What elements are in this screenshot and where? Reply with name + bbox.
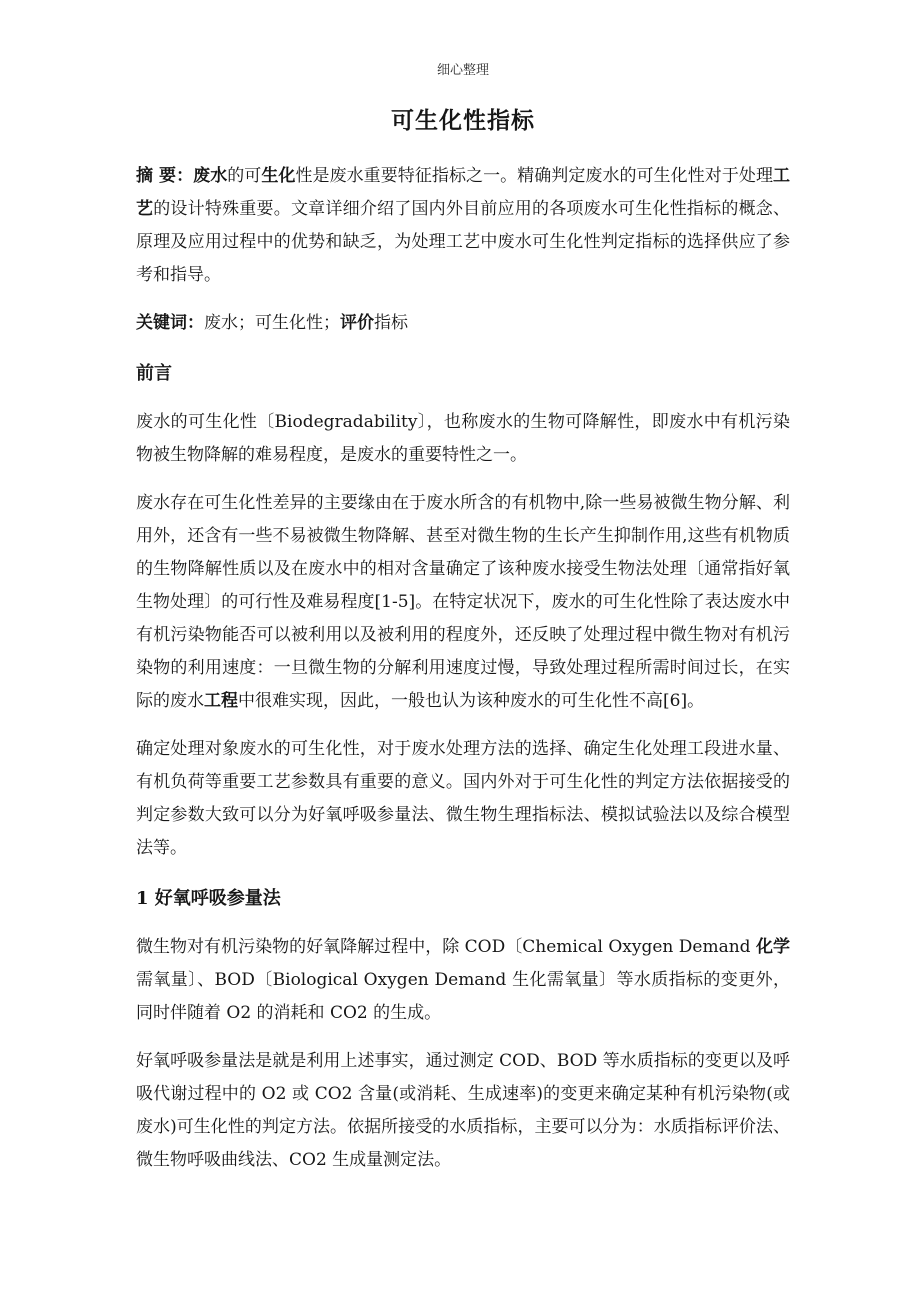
text-run: 微生物对有机污染物的好氧降解过程中，除 COD〔Chemical Oxygen Demand	[136, 937, 756, 957]
foreword-paragraph-2	[136, 487, 790, 718]
keywords-paragraph	[136, 307, 790, 340]
abstract-label: 摘 要：	[136, 166, 194, 186]
abstract-paragraph	[136, 160, 790, 292]
text-run: 性是废水重要特征指标之一。精确判定废水的可生化性对于处理	[295, 166, 773, 186]
text-run: 中很难实现，因此，一般也认为该种废水的可生化性不高[6]。	[238, 691, 705, 711]
section1-heading: 1 好氧呼吸参量法	[136, 888, 281, 909]
foreword-heading: 前言	[136, 363, 172, 384]
text-run: 需氧量〕、BOD〔Biological Oxygen Demand 生化需氧量〕等水质指标的变更外，同时伴随着 O2 的消耗和 CO2 的生成。	[136, 970, 790, 1023]
text-run: 化学	[755, 937, 790, 957]
text-run: 工艺	[136, 166, 790, 219]
text-run: 生化	[261, 166, 296, 186]
keywords-label: 关键词：	[136, 313, 204, 333]
text-run: 的可	[227, 166, 262, 186]
foreword-paragraph-1: 废水的可生化性〔Biodegradability〕，也称废水的生物可降解性，即废水中有机污染物被生物降解的难易程度，是废水的重要特性之一。	[136, 412, 790, 465]
foreword-paragraph-3: 确定处理对象废水的可生化性，对于废水处理方法的选择、确定生化处理工段进水量、有机负荷等重要工艺参数具有重要的意义。国内外对于可生化性的判定方法依据接受的判定参数大致可以分为好氧呼吸参量法、微生物生理指标法、模拟试验法以及综合模型法等。	[136, 739, 790, 858]
section1-paragraph-1	[136, 931, 790, 1030]
text-run: 废水	[193, 166, 228, 186]
text-run: 工程	[204, 691, 238, 711]
header-note: 细心整理	[436, 63, 489, 78]
document-title: 可生化性指标	[391, 107, 535, 134]
text-run: 指标	[374, 313, 408, 333]
text-run: 废水存在可生化性差异的主要缘由在于废水所含的有机物中,除一些易被微生物分解、利用外，还含有一些不易被微生物降解、甚至对微生物的生长产生抑制作用,这些有机物质的生物降解性质以及在废水中的相对含量确定了该种废水接受生物法处理〔通常指好氧生物处理〕的可行性及难易程度[1-5]。在特定状况下，废水的可生化性除了表达废水中有机污染物能否可以被利用以及被利用的程度外，还反映了处理过程中微生物对有机污染物的利用速度：一旦微生物的分解利用速度过慢，导致处理过程所需时间过长，在实际的废水	[136, 493, 790, 711]
text-run: 的设计特殊重要。文章详细介绍了国内外目前应用的各项废水可生化性指标的概念、原理及应用过程中的优势和缺乏，为处理工艺中废水可生化性判定指标的选择供应了参考和指导。	[136, 199, 791, 285]
section1-paragraph-2: 好氧呼吸参量法是就是利用上述事实，通过测定 COD、BOD 等水质指标的变更以及呼吸代谢过程中的 O2 或 CO2 含量(或消耗、生成速率)的变更来确定某种有机污染物(或废水)可生化性的判定方法。依据所接受的水质指标，主要可以分为：水质指标评价法、微生物呼吸曲线法、CO2 生成量测定法。	[136, 1051, 790, 1170]
text-run: 废水；可生化性；	[204, 313, 340, 333]
text-run: 评价	[340, 313, 374, 333]
